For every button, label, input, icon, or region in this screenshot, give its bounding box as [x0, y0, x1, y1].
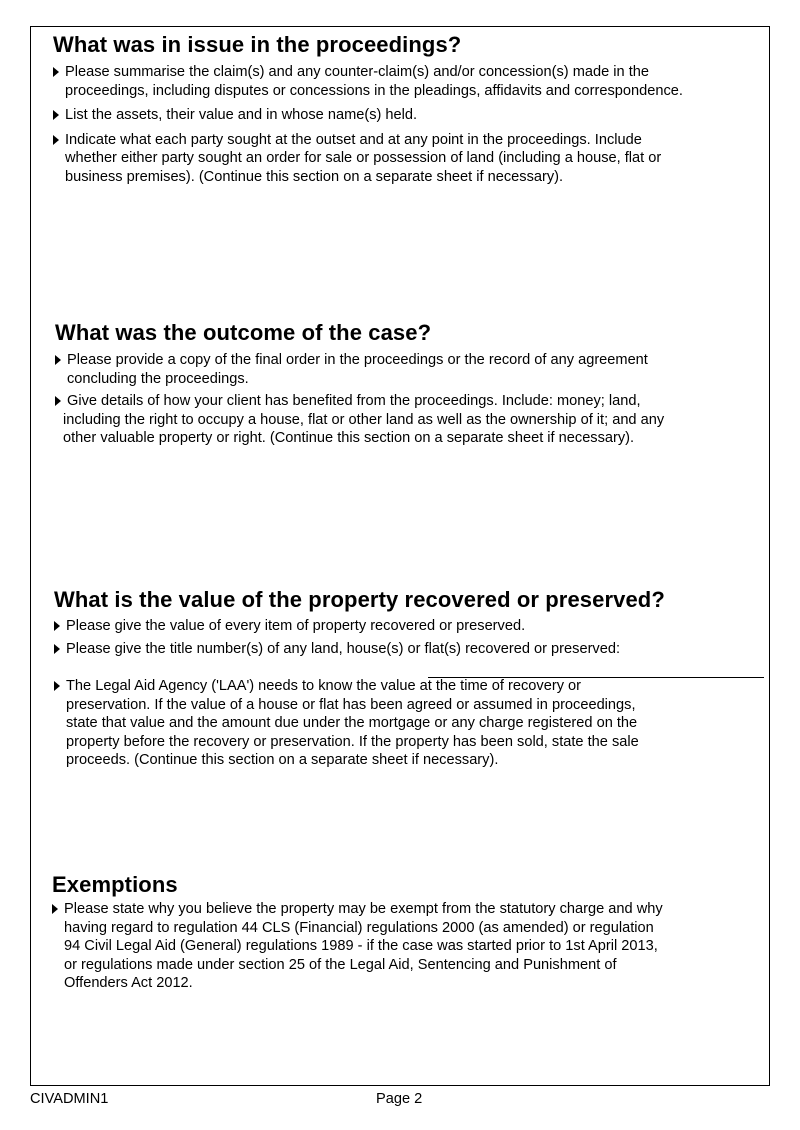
bullet-line: Please give the title number(s) of any land, house(s) or flat(s) recovered or preserved:	[66, 640, 621, 657]
bullet-line: Please give the value of every item of property recovered or preserved.	[66, 618, 526, 634]
form-code: CIVADMIN1	[30, 1091, 109, 1107]
bullet-line: including the right to occupy a house, flat or other land as well as the ownership of it; and any	[63, 411, 665, 428]
bullet-item	[53, 63, 763, 100]
bullet-arrow-icon	[53, 110, 59, 120]
bullet-list-value	[54, 617, 769, 770]
bullet-line: Indicate what each party sought at the outset and at any point in the proceedings. Include	[65, 131, 642, 148]
bullet-item	[55, 392, 765, 448]
bullet-line: Give details of how your client has benefited from the proceedings. Include: money; land,	[67, 393, 641, 409]
bullet-arrow-icon	[54, 644, 60, 654]
section-title-outcome: What was the outcome of the case?	[55, 320, 432, 345]
bullet-line: concluding the proceedings.	[67, 370, 249, 387]
bullet-arrow-icon	[55, 355, 61, 365]
bullet-line: having regard to regulation 44 CLS (Financial) regulations 2000 (as amended) or regulation	[64, 919, 654, 936]
bullet-item	[54, 677, 769, 770]
bullet-item	[55, 351, 765, 388]
bullet-line: 94 Civil Legal Aid (General) regulations 1989 - if the case was started prior to 1st April 2013,	[64, 938, 658, 954]
section-title-value: What is the value of the property recovered or preserved?	[54, 587, 665, 612]
bullet-arrow-icon	[52, 904, 58, 914]
bullet-list-outcome	[55, 351, 765, 448]
bullet-item	[54, 640, 769, 659]
bullet-item	[53, 106, 763, 125]
page-number: Page 2	[376, 1091, 423, 1107]
section-value	[54, 587, 769, 770]
title-number-entry-line[interactable]	[428, 677, 764, 678]
bullet-line: whether either party sought an order for sale or possession of land (including a house, flat or	[65, 150, 662, 166]
bullet-arrow-icon	[54, 621, 60, 631]
section-title-exemptions: Exemptions	[52, 872, 178, 897]
bullet-arrow-icon	[55, 396, 61, 406]
bullet-line: The Legal Aid Agency ('LAA') needs to know the value at the time of recovery or	[66, 678, 582, 694]
section-outcome	[55, 320, 765, 448]
bullet-line: List the assets, their value and in whose name(s) held.	[65, 107, 418, 123]
bullet-list-exemptions	[52, 900, 767, 993]
bullet-line: state that value and the amount due under the mortgage or any charge registered on the	[66, 715, 638, 731]
section-title-issue: What was in issue in the proceedings?	[53, 32, 462, 57]
bullet-line: Offenders Act 2012.	[64, 975, 193, 991]
bullet-line: or regulations made under section 25 of the Legal Aid, Sentencing and Punishment of	[64, 956, 617, 973]
bullet-line: preservation. If the value of a house or flat has been agreed or assumed in proceedings,	[66, 696, 636, 713]
bullet-line: property before the recovery or preservation. If the property has been sold, state the sale	[66, 733, 639, 750]
bullet-line: proceedings, including disputes or concessions in the pleadings, affidavits and correspondence.	[65, 82, 683, 99]
bullet-line: other valuable property or right. (Continue this section on a separate sheet if necessary).	[63, 430, 635, 446]
bullet-list-issue	[53, 63, 763, 186]
bullet-arrow-icon	[54, 681, 60, 691]
bullet-item	[52, 900, 767, 993]
bullet-line: business premises). (Continue this section on a separate sheet if necessary).	[65, 168, 564, 185]
bullet-arrow-icon	[53, 135, 59, 145]
bullet-line: Please state why you believe the property may be exempt from the statutory charge and why	[64, 901, 663, 917]
section-issue	[53, 32, 763, 186]
bullet-line: Please summarise the claim(s) and any counter-claim(s) and/or concession(s) made in the	[65, 64, 649, 80]
bullet-item	[53, 131, 763, 187]
bullet-item	[54, 617, 769, 636]
section-exemptions	[52, 872, 767, 993]
bullet-line: proceeds. (Continue this section on a separate sheet if necessary).	[66, 752, 499, 768]
bullet-arrow-icon	[53, 67, 59, 77]
bullet-line: Please provide a copy of the final order in the proceedings or the record of any agreement	[67, 352, 648, 368]
